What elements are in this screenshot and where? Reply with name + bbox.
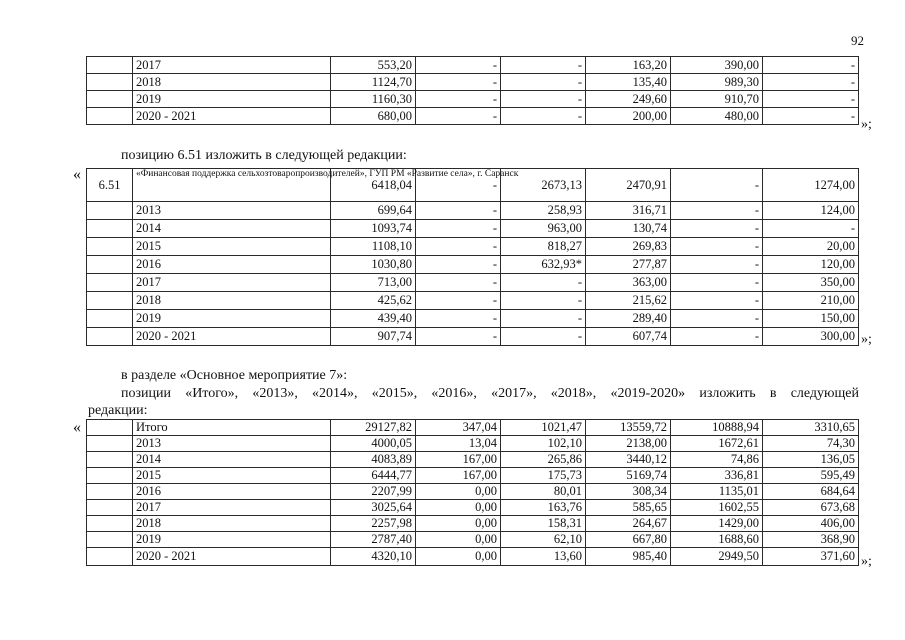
- table-cell: 985,40: [586, 548, 671, 566]
- table-cell: 2138,00: [586, 436, 671, 452]
- table-cell: 163,76: [501, 500, 586, 516]
- table-cell: 2470,91: [586, 169, 671, 202]
- table-cell: 1274,00: [763, 169, 859, 202]
- section-paragraph: редакции:: [88, 403, 148, 418]
- table-cell: 10888,94: [671, 420, 763, 436]
- table-cell: -: [501, 310, 586, 328]
- table-cell: -: [671, 220, 763, 238]
- table-cell: 1429,00: [671, 516, 763, 532]
- table-cell: 368,90: [763, 532, 859, 548]
- table-row: [87, 169, 859, 202]
- table-cell: [87, 108, 133, 125]
- table-cell: -: [416, 169, 501, 202]
- table-cell: 3310,65: [763, 420, 859, 436]
- table-cell: 673,68: [763, 500, 859, 516]
- table-cell: 0,00: [416, 500, 501, 516]
- table-row: [87, 220, 859, 238]
- table-cell: -: [501, 108, 586, 125]
- table-cell: 1135,01: [671, 484, 763, 500]
- table-cell: 249,60: [586, 91, 671, 108]
- table-row: [87, 548, 859, 566]
- table-cell: 818,27: [501, 238, 586, 256]
- table-cell: [87, 292, 133, 310]
- table-row: [87, 256, 859, 274]
- table-cell: -: [501, 74, 586, 91]
- table-row: [87, 57, 859, 74]
- table-cell: -: [671, 328, 763, 346]
- table-cell: 439,40: [331, 310, 416, 328]
- table-cell: 595,49: [763, 468, 859, 484]
- table-cell: 553,20: [331, 57, 416, 74]
- table-cell: 1160,30: [331, 91, 416, 108]
- table-cell: -: [416, 74, 501, 91]
- table-cell: 0,00: [416, 548, 501, 566]
- table-row: [87, 274, 859, 292]
- table-cell: -: [416, 328, 501, 346]
- row-label: 2019: [133, 532, 331, 548]
- table-cell: -: [763, 108, 859, 125]
- table-cell: -: [671, 274, 763, 292]
- table-cell: 167,00: [416, 468, 501, 484]
- table-cell: 175,73: [501, 468, 586, 484]
- table-cell: -: [671, 292, 763, 310]
- table-cell: 585,65: [586, 500, 671, 516]
- table-cell: 258,93: [501, 202, 586, 220]
- table-cell: 607,74: [586, 328, 671, 346]
- row-label: 2019: [133, 310, 331, 328]
- closing-quote-2: »;: [861, 332, 872, 347]
- table-cell: 480,00: [671, 108, 763, 125]
- table-cell: 4320,10: [331, 548, 416, 566]
- table-cell: 1030,80: [331, 256, 416, 274]
- table-cell: -: [763, 74, 859, 91]
- table-cell: [87, 500, 133, 516]
- row-label: 2020 - 2021: [133, 108, 331, 125]
- table-cell: 308,34: [586, 484, 671, 500]
- table-cell: 269,83: [586, 238, 671, 256]
- table-cell: 1602,55: [671, 500, 763, 516]
- table-cell: 200,00: [586, 108, 671, 125]
- table-row: [87, 108, 859, 125]
- table-cell: 80,01: [501, 484, 586, 500]
- table-cell: 74,30: [763, 436, 859, 452]
- row-label: 2020 - 2021: [133, 548, 331, 566]
- row-label: 2015: [133, 238, 331, 256]
- row-label: 2017: [133, 274, 331, 292]
- table-row: [87, 292, 859, 310]
- table-cell: 699,64: [331, 202, 416, 220]
- table-row: [87, 436, 859, 452]
- row-label: 2020 - 2021: [133, 328, 331, 346]
- table-cell: 215,62: [586, 292, 671, 310]
- table-cell: [87, 532, 133, 548]
- table-cell: [87, 436, 133, 452]
- table-cell: 29127,82: [331, 420, 416, 436]
- table-cell: 1124,70: [331, 74, 416, 91]
- table-cell: [87, 274, 133, 292]
- table-cell: 289,40: [586, 310, 671, 328]
- table-cell: 684,64: [763, 484, 859, 500]
- table-cell: 210,00: [763, 292, 859, 310]
- table-cell: 0,00: [416, 484, 501, 500]
- table-row: [87, 310, 859, 328]
- table-row: [87, 91, 859, 108]
- table-cell: 350,00: [763, 274, 859, 292]
- table-cell: -: [501, 274, 586, 292]
- table-cell: -: [763, 57, 859, 74]
- table-cell: 371,60: [763, 548, 859, 566]
- table-cell: 390,00: [671, 57, 763, 74]
- table-cell: [87, 238, 133, 256]
- table-cell: -: [763, 220, 859, 238]
- table-cell: 632,93*: [501, 256, 586, 274]
- table-cell: 910,70: [671, 91, 763, 108]
- table-cell: 4083,89: [331, 452, 416, 468]
- section-paragraph: в разделе «Основное мероприятие 7»:: [121, 368, 348, 383]
- table-cell: -: [416, 91, 501, 108]
- table-cell: [87, 516, 133, 532]
- table-cell: -: [671, 169, 763, 202]
- row-label: 2019: [133, 91, 331, 108]
- section-paragraph: позиции «Итого», «2013», «2014», «2015», «2016», «2017», «2018», «2019-2020» изложить в следующей: [121, 386, 859, 401]
- table-cell: -: [416, 57, 501, 74]
- table-cell: 158,31: [501, 516, 586, 532]
- table-cell: 3025,64: [331, 500, 416, 516]
- table-row: [87, 74, 859, 91]
- table-cell: 120,00: [763, 256, 859, 274]
- table-cell: 135,40: [586, 74, 671, 91]
- table-cell: 264,67: [586, 516, 671, 532]
- table-row: [87, 328, 859, 346]
- table-cell: 1093,74: [331, 220, 416, 238]
- table-main-activity-7: [86, 419, 859, 566]
- table-cell: -: [671, 202, 763, 220]
- table-cell: 406,00: [763, 516, 859, 532]
- row-label: 2017: [133, 500, 331, 516]
- table-row: [87, 238, 859, 256]
- table-cell: -: [416, 274, 501, 292]
- table-cell: 2673,13: [501, 169, 586, 202]
- section-heading-6-51: позицию 6.51 изложить в следующей редакции:: [121, 148, 407, 163]
- row-label: 2013: [133, 202, 331, 220]
- row-label: 2017: [133, 57, 331, 74]
- table-cell: 62,10: [501, 532, 586, 548]
- table-cell: 907,74: [331, 328, 416, 346]
- table-cell: -: [416, 220, 501, 238]
- table-cell: -: [501, 292, 586, 310]
- table-cell: 265,86: [501, 452, 586, 468]
- table-cell: 6418,04: [331, 169, 416, 202]
- table-cell: 1672,61: [671, 436, 763, 452]
- table-cell: [87, 548, 133, 566]
- row-label: Итого: [133, 420, 331, 436]
- table-cell: 2787,40: [331, 532, 416, 548]
- table-cell: -: [416, 202, 501, 220]
- table-cell: -: [416, 310, 501, 328]
- table-cell: 989,30: [671, 74, 763, 91]
- table-cell: -: [501, 57, 586, 74]
- table-cell: 0,00: [416, 532, 501, 548]
- table-cell: [87, 57, 133, 74]
- table-row: [87, 516, 859, 532]
- table-cell: 1688,60: [671, 532, 763, 548]
- row-label: 2016: [133, 484, 331, 500]
- table-cell: -: [416, 108, 501, 125]
- open-quote-2: «: [73, 166, 81, 183]
- closing-quote-3: »;: [861, 554, 872, 569]
- table-row: [87, 532, 859, 548]
- table-cell: 3440,12: [586, 452, 671, 468]
- table-cell: 6444,77: [331, 468, 416, 484]
- row-label: 2014: [133, 452, 331, 468]
- position-index: 6.51: [87, 169, 133, 202]
- table-cell: 124,00: [763, 202, 859, 220]
- table-cell: 13559,72: [586, 420, 671, 436]
- table-cell: 102,10: [501, 436, 586, 452]
- table-cell: -: [501, 328, 586, 346]
- row-label: 2014: [133, 220, 331, 238]
- table-cell: 713,00: [331, 274, 416, 292]
- table-cell: 300,00: [763, 328, 859, 346]
- table-cell: [87, 74, 133, 91]
- table-cell: 130,74: [586, 220, 671, 238]
- table-position-6-51: [86, 168, 859, 346]
- row-label: 2018: [133, 74, 331, 91]
- table-cell: 2207,99: [331, 484, 416, 500]
- table-cell: -: [671, 238, 763, 256]
- table-cell: -: [501, 91, 586, 108]
- table-cell: 347,04: [416, 420, 501, 436]
- table-cell: -: [416, 256, 501, 274]
- table-cell: -: [671, 310, 763, 328]
- table-cell: [87, 202, 133, 220]
- table-cell: 277,87: [586, 256, 671, 274]
- table-cell: -: [763, 91, 859, 108]
- table-cell: [87, 310, 133, 328]
- table-cell: 5169,74: [586, 468, 671, 484]
- table-cell: 13,04: [416, 436, 501, 452]
- row-label: 2018: [133, 292, 331, 310]
- table-cell: 425,62: [331, 292, 416, 310]
- table-cell: 4000,05: [331, 436, 416, 452]
- table-cell: 667,80: [586, 532, 671, 548]
- table-cell: 163,20: [586, 57, 671, 74]
- table-cell: [87, 468, 133, 484]
- position-description: «Финансовая поддержка сельхозтоваропроизводителей», ГУП РМ «Развитие села», г. Саранск: [133, 169, 331, 202]
- table-cell: 2257,98: [331, 516, 416, 532]
- table-cell: -: [416, 238, 501, 256]
- table-row: [87, 452, 859, 468]
- table-row: [87, 484, 859, 500]
- table-cell: 74,86: [671, 452, 763, 468]
- row-label: 2018: [133, 516, 331, 532]
- table-row: [87, 202, 859, 220]
- table-cell: 363,00: [586, 274, 671, 292]
- table-row: [87, 500, 859, 516]
- closing-quote-1: »;: [861, 117, 872, 132]
- table-cell: [87, 420, 133, 436]
- table-cell: 963,00: [501, 220, 586, 238]
- table-row: [87, 468, 859, 484]
- table-cell: 2949,50: [671, 548, 763, 566]
- table-cell: 316,71: [586, 202, 671, 220]
- table-cell: [87, 91, 133, 108]
- table-cell: [87, 484, 133, 500]
- row-label: 2016: [133, 256, 331, 274]
- table-cell: 136,05: [763, 452, 859, 468]
- table-cell: 1021,47: [501, 420, 586, 436]
- table-cell: [87, 328, 133, 346]
- table-cell: 13,60: [501, 548, 586, 566]
- table-cell: [87, 452, 133, 468]
- page-number: 92: [851, 33, 864, 48]
- table-cell: 680,00: [331, 108, 416, 125]
- table-continuation: [86, 56, 859, 125]
- table-cell: 0,00: [416, 516, 501, 532]
- table-row: [87, 420, 859, 436]
- table-cell: -: [416, 292, 501, 310]
- table-cell: -: [671, 256, 763, 274]
- table-cell: 20,00: [763, 238, 859, 256]
- table-cell: 1108,10: [331, 238, 416, 256]
- table-cell: 150,00: [763, 310, 859, 328]
- table-cell: 167,00: [416, 452, 501, 468]
- open-quote-3: «: [73, 419, 81, 436]
- table-cell: [87, 256, 133, 274]
- table-cell: [87, 220, 133, 238]
- row-label: 2015: [133, 468, 331, 484]
- row-label: 2013: [133, 436, 331, 452]
- table-cell: 336,81: [671, 468, 763, 484]
